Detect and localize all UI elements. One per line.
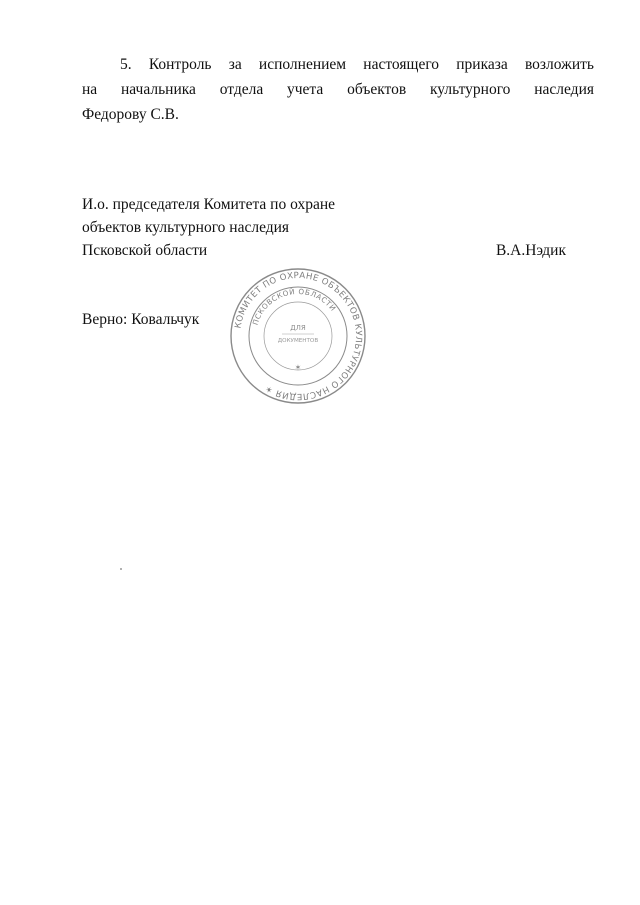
signature-block — [82, 193, 566, 262]
paragraph-5-line-2: на начальника отдела учета объектов культурного наследия — [82, 81, 594, 98]
seal-inner-ring-text: ПСКОВСКОЙ ОБЛАСТИ — [250, 286, 338, 327]
signer-position-line-1: И.о. председателя Комитета по охране — [82, 196, 336, 213]
certification-note: Верно: Ковальчук — [82, 311, 200, 328]
seal-star-icon: ✶ — [294, 363, 302, 372]
paragraph-5-line-1: 5. Контроль за исполнением настоящего приказа возложить — [120, 56, 594, 73]
paragraph-5-line-3: Федорову С.В. — [82, 106, 179, 123]
official-seal — [228, 266, 368, 406]
seal-center-line-2: ДОКУМЕНТОВ — [277, 338, 319, 344]
signer-row — [82, 239, 566, 262]
paragraph-5 — [82, 52, 594, 127]
seal-center-line-1: ДЛЯ — [290, 324, 306, 332]
stray-mark — [120, 568, 122, 570]
seal-ring-text: КОМИТЕТ ПО ОХРАНЕ ОБЪЕКТОВ КУЛЬТУРНОГО НАСЛЕДИЯ ✶ — [233, 270, 364, 402]
seal-inner-ring — [264, 302, 332, 370]
signer-position-line-2: объектов культурного наследия — [82, 219, 290, 236]
signer-position-line-3: Псковской области — [82, 242, 208, 259]
seal-graphic — [228, 266, 368, 406]
signer-name: В.А.Нэдик — [495, 242, 566, 259]
